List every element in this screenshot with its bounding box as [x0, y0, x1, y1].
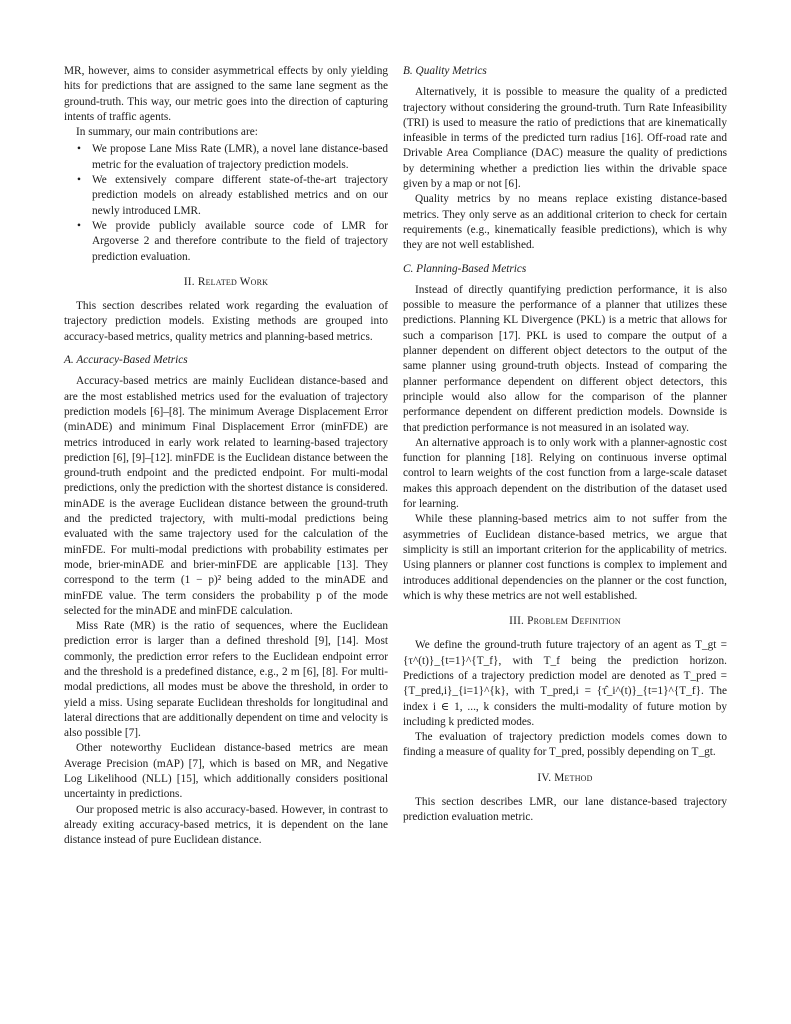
method-paragraph: This section describes LMR, our lane distance-based trajectory prediction evaluation metric.	[403, 796, 727, 824]
subsection-heading-planning: C. Planning-Based Metrics	[403, 262, 527, 275]
intro-paragraph: MR, however, aims to consider asymmetrical effects by only yielding hits for predictions that are assigned to the same lane segment as the ground-truth. This way, our metric goes into the direction of capturing intents of traffic agents.	[64, 65, 388, 123]
quality-paragraph-1: Alternatively, it is possible to measure the quality of a predicted trajectory without considering the ground-truth. Turn Rate Infeasibility (TRI) is used to measure the ratio of predictions that are kinematically infeasible in terms of the predicted turn radius [16]. Off-road rate and Drivable Area Compliance (DAC) measure the quality of predictions by determining whether a prediction lies within the drivable space given by a map or not [6].	[403, 86, 727, 191]
section-title: Related Work	[197, 275, 269, 288]
accuracy-paragraph-3: Other noteworthy Euclidean distance-based metrics are mean Average Precision (mAP) [7], which is based on MR, and Negative Log Likelihood (NLL) [15], which additionally considers positional uncertainty in predictions.	[64, 742, 388, 801]
section-title: Method	[554, 771, 593, 784]
contribution-item: • We propose Lane Miss Rate (LMR), a novel lane distance-based metric for the evaluation of trajectory prediction models.	[64, 142, 388, 173]
definition-paragraph-2: The evaluation of trajectory prediction models comes down to finding a measure of quality for T_pred, possibly depending on T_gt.	[403, 731, 727, 759]
right-column	[403, 64, 727, 826]
related-work-paragraph: This section describes related work regarding the evaluation of trajectory prediction models. Existing methods are grouped into accuracy-based metrics, quality metrics and planning-based metrics.	[64, 300, 388, 343]
planning-paragraph-3: While these planning-based metrics aim to not suffer from the asymmetries of Euclidean distance-based metrics, we argue that simplicity is still an important criterion for the applicability of metrics. Using planners or planner cost functions is complex to implement and introduces additional dependencies on the planner or the cost function, which is why these metrics are not well established.	[403, 513, 727, 602]
section-heading-problem-definition	[403, 614, 727, 629]
section-number: II.	[183, 275, 195, 288]
accuracy-paragraph-4: Our proposed metric is also accuracy-based. However, in contrast to already exiting accuracy-based metrics, it is dependent on the lane distance instead of pure Euclidean distance.	[64, 803, 388, 847]
accuracy-paragraph-1: Accuracy-based metrics are mainly Euclidean distance-based and are the most established metrics used for the evaluation of trajectory prediction models [6]–[8]. The minimum Average Displacement Error (minADE) and minimum Final Displacement Error (minFDE) are metrics introduced in early work related to learning-based trajectory prediction [6], [9]–[12]. minFDE is the Euclidean distance between the ground-truth endpoint and the predicted endpoint. For multi-modal predictions, only the prediction with the shortest distance is considered. minADE is the average Euclidean distance between the ground-truth and the predicted trajectory, with multi-modal predictions being evaluated with the same trajectory used for the calculation of the minFDE. For multi-modal predictions with probability estimates per mode, brier-minADE and brier-minFDE are applicable [13]. They correspond to the term (1 − p)² being added to the minADE and minFDE value. The term considers the probability p of the mode selected for the minADE and minFDE calculation.	[64, 375, 388, 617]
contributions-list	[64, 142, 388, 264]
quality-paragraph-2: Quality metrics by no means replace existing distance-based metrics. They only serve as an additional criterion to check for certain requirements (e.g., kinematically feasible predictions), which is why they are not well established.	[403, 193, 727, 252]
planning-paragraph-2: An alternative approach is to only work with a planner-agnostic cost function for planning [18]. Relying on continuous inverse optimal control to learn weights of the cost function from a large-scale dataset makes this approach dependent on the distribution of the dataset used for learning.	[403, 436, 727, 511]
section-number: IV.	[537, 771, 552, 784]
section-heading-method	[403, 771, 727, 786]
definition-paragraph-1: We define the ground-truth future trajectory of an agent as T_gt = {τ^(t)}_{t=1}^{T_f}, with T_f being the prediction horizon. Predictions of a trajectory prediction model are denoted as T_pred = {T_pred,i}_{i=1}^{k}, with T_pred,i = {τ̂_i^(t)}_{t=1}^{T_f}. The index i ∈ 1, ..., k considers the multi-modality of future motion by including k predicted modes.	[403, 639, 727, 728]
summary-paragraph: In summary, our main contributions are:	[76, 126, 258, 139]
subsection-heading-accuracy: A. Accuracy-Based Metrics	[64, 354, 188, 367]
section-number: III.	[509, 615, 525, 628]
section-heading-related-work	[64, 275, 388, 290]
accuracy-paragraph-2: Miss Rate (MR) is the ratio of sequences, where the Euclidean prediction error is larger than a defined threshold [9], [14]. Most commonly, the prediction error refers to the Euclidean endpoint error and the threshold is a predefined distance, e.g., 2 m [6], [8]. For multi-modal predictions, all modes must be above the threshold, in order to yield a miss. Using separate Euclidean thresholds for longitudinal and lateral directions that are additionally dependent on time and velocity is also possible [7].	[64, 620, 388, 740]
left-column	[64, 64, 388, 849]
planning-paragraph-1: Instead of directly quantifying prediction performance, it is also possible to measure the performance of a planner that utilizes these predictions. Planning KL Divergence (PKL) is a metric that allows for such a comparison [17]. PKL is used to compare the output of a planner dependent on different object detectors to the output of the same planner using ground-truth objects. Instead of comparing the planner performance dependent on different object detectors, this principle would also allow for the comparison of the planner performance dependent on different prediction models. Downside is that prediction performance is not measured in an isolated way.	[403, 283, 727, 434]
section-title: Problem Definition	[527, 615, 621, 628]
contribution-item: • We provide publicly available source code of LMR for Argoverse 2 and therefore contribute to the field of trajectory prediction evaluation.	[64, 219, 388, 265]
contribution-item: • We extensively compare different state-of-the-art trajectory prediction models on already established metrics and on our newly introduced LMR.	[64, 173, 388, 219]
subsection-heading-quality: B. Quality Metrics	[403, 65, 487, 77]
